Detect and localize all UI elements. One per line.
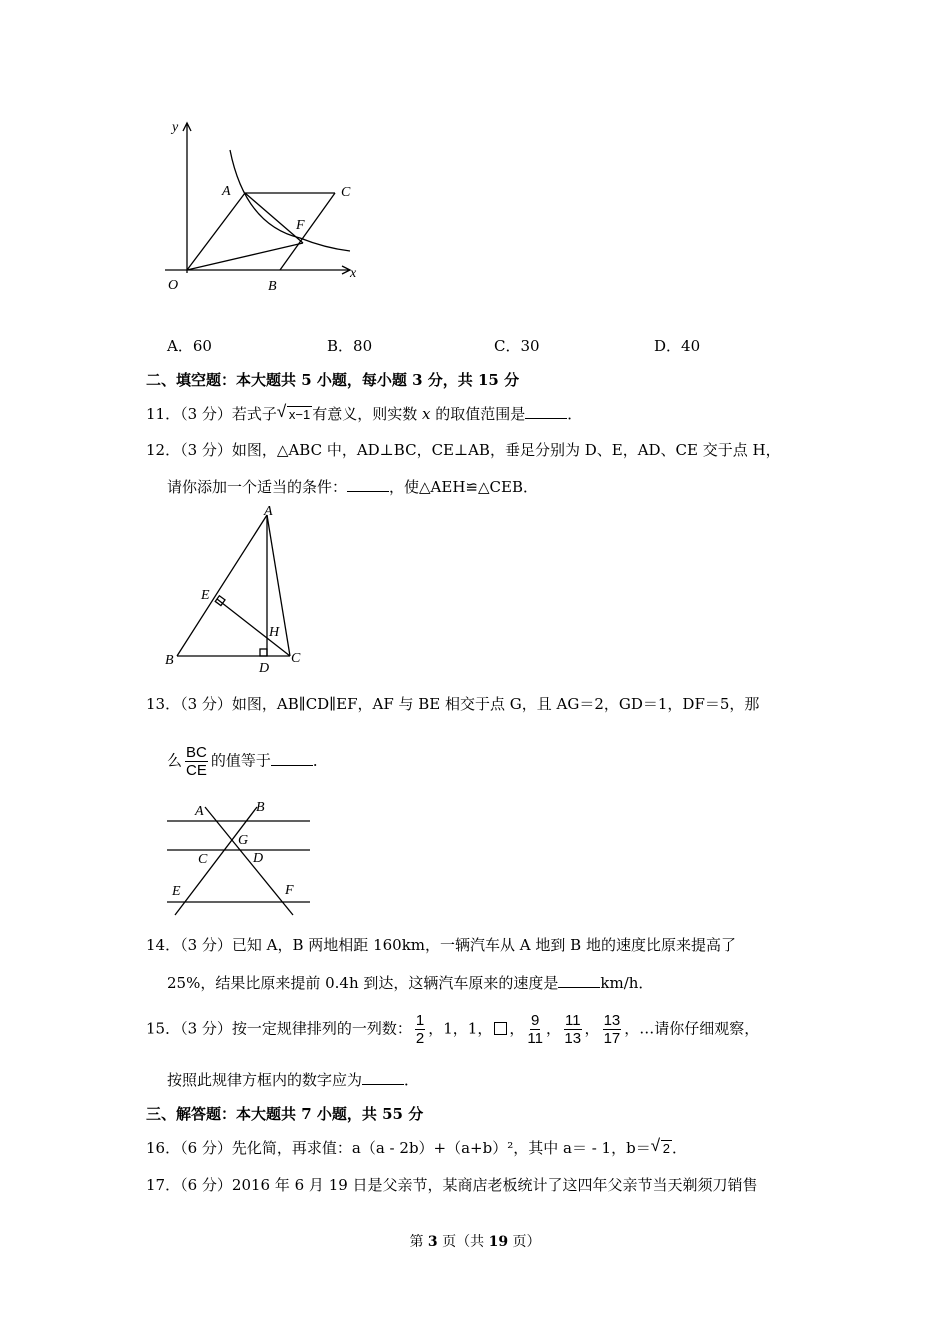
line-be — [175, 807, 257, 915]
question-14-line-1: 14．（3 分）已知 A，B 两地相距 160km，一辆汽车从 A 地到 B 地的速度比原来提高了 — [146, 936, 736, 954]
fraction-4: $\frac{13}{17}$ — [603, 1012, 621, 1047]
question-15-line-1: 15．（3 分）按一定规律排列的一列数： $\frac{1}{2}$ ，1，1， ， $\frac{9}{11}$ ， $\frac{11}{13}$ ， $\frac{13}{17}$ ，…请你仔细观察， — [146, 1012, 760, 1047]
fraction-1: $\frac{1}{2}$ — [415, 1012, 425, 1047]
total-pages: 19 — [488, 1234, 509, 1250]
line-af — [205, 807, 293, 915]
question-score: （6 分） — [180, 1139, 232, 1157]
label-x: x — [350, 266, 357, 281]
question-12-line-1: 12．（3 分）如图，△ABC 中，AD⊥BC，CE⊥AB，垂足分别为 D、E，AD、CE 交于点 H， — [146, 441, 781, 459]
segment-af — [245, 193, 303, 243]
label-c: C — [198, 852, 208, 867]
answer-blank — [347, 477, 389, 492]
question-13-line-2: 么 $\frac{BC}{CE}$ 的值等于 ． — [167, 744, 328, 779]
label-d: D — [253, 851, 264, 866]
label-h: H — [269, 625, 280, 640]
label-g: G — [238, 833, 249, 848]
question-score: （3 分） — [180, 405, 232, 423]
option-d: D．40 — [654, 337, 701, 355]
label-a: A — [195, 804, 204, 819]
label-f: F — [285, 883, 294, 898]
label-b: B — [165, 653, 174, 668]
section-2-title: 二、填空题：本大题共 5 小题，每小题 3 分，共 15 分 — [146, 371, 520, 389]
question-11: 11．（3 分）若式子 √ x−1 有意义，则实数 x 的取值范围是 ． — [146, 402, 583, 423]
label-c: C — [341, 185, 351, 200]
side-ab — [177, 515, 267, 656]
question-17: 17．（6 分）2016 年 6 月 19 日是父亲节，某商店老板统计了这四年父亲节当天剃须刀销售 — [146, 1176, 758, 1194]
question-score: （3 分） — [180, 695, 232, 713]
fraction-bc-ce: $\frac{BC}{CE}$ — [186, 744, 207, 779]
question-number: 15． — [146, 1019, 181, 1038]
fraction-2: $\frac{9}{11}$ — [527, 1012, 543, 1047]
label-c: C — [291, 651, 301, 666]
question-score: （3 分） — [180, 441, 232, 459]
label-f: F — [296, 218, 305, 233]
question-number: 16． — [146, 1139, 181, 1157]
answer-blank — [271, 751, 313, 766]
label-e: E — [201, 588, 210, 603]
hyperbola-curve — [230, 150, 350, 251]
current-page: 3 — [427, 1234, 438, 1250]
sqrt-expression: √ 2 — [650, 1136, 670, 1156]
question-13-line-1: 13．（3 分）如图，AB∥CD∥EF，AF 与 BE 相交于点 G，且 AG＝2，GD＝1，DF＝5，那 — [146, 695, 760, 713]
question-score: （3 分） — [180, 936, 232, 954]
label-o: O — [168, 278, 179, 293]
label-y: y — [172, 120, 179, 135]
question-number: 13． — [146, 695, 181, 713]
question-number: 11． — [146, 405, 181, 423]
fraction-3: $\frac{11}{13}$ — [564, 1012, 582, 1047]
figure-q10 — [150, 115, 365, 305]
page-footer: 第 3 页（共 19 页） — [409, 1234, 541, 1250]
question-number: 14． — [146, 936, 181, 954]
question-score: （6 分） — [180, 1176, 232, 1194]
question-15-line-2: 按照此规律方框内的数字应为 ． — [167, 1071, 420, 1089]
option-a: A．60 — [167, 337, 212, 355]
option-b: B．80 — [327, 337, 373, 355]
figure-q12 — [160, 505, 310, 675]
label-a: A — [264, 504, 273, 519]
right-angle-d — [260, 649, 267, 656]
answer-blank — [558, 973, 600, 988]
label-e: E — [172, 884, 181, 899]
label-d: D — [259, 661, 270, 676]
label-a: A — [222, 184, 231, 199]
question-16: 16．（6 分）先化简，再求值：a（a - 2b）+（a+b）²，其中 a＝ - 1，b＝ √ 2 ． — [146, 1136, 687, 1157]
segment-cb — [280, 193, 335, 270]
answer-blank — [362, 1070, 404, 1085]
figure-q13 — [160, 795, 320, 920]
blank-box — [494, 1022, 507, 1035]
section-3-title: 三、解答题：本大题共 7 小题，共 55 分 — [146, 1105, 424, 1123]
option-c: C．30 — [494, 337, 540, 355]
label-b: B — [256, 800, 265, 815]
answer-blank — [525, 404, 567, 419]
question-number: 17． — [146, 1176, 181, 1194]
label-b: B — [268, 279, 277, 294]
question-score: （3 分） — [180, 1019, 232, 1038]
question-12-line-2: 请你添加一个适当的条件： ，使△AEH≌△CEB． — [167, 478, 538, 496]
question-number: 12． — [146, 441, 181, 459]
question-14-line-2: 25%，结果比原来提前 0.4h 到达，这辆汽车原来的速度是 km/h． — [167, 974, 654, 992]
sqrt-expression: √ x−1 — [276, 402, 311, 422]
